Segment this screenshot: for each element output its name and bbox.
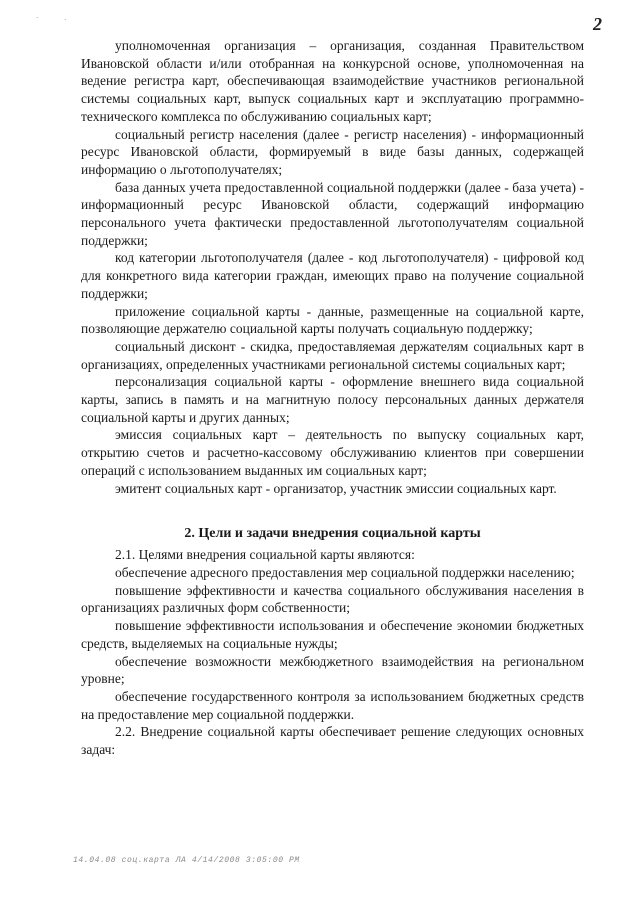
document-body xyxy=(81,37,584,759)
definition-card-application: приложение социальной карты - данные, размещенные на социальной карте, позволяющие держателю социальной карты получать социальную поддержку; xyxy=(81,303,584,337)
section-spacer xyxy=(81,497,584,525)
tasks-intro: 2.2. Внедрение социальной карты обеспечивает решение следующих основных задач: xyxy=(81,724,584,758)
definition-issuer: эмитент социальных карт - организатор, участник эмиссии социальных карт. xyxy=(115,480,557,496)
definition-authorized-organization: уполномоченная организация – организация, созданная Правительством Ивановской области и/или отобранная на конкурсной основе, уполномоченная на ведение регистра карт, обеспечивающая взаимодействие участников региональной системы социальных карт, выпуск социальных карт и эксплуатацию программно-технического комплекса по обслуживанию социальных карт; xyxy=(81,38,584,124)
goal-item: повышение эффективности использования и обеспечение экономии бюджетных средств, выделяемых на социальные нужды; xyxy=(81,618,584,651)
goal-item: повышение эффективности и качества социального обслуживания населения в организациях различных форм собственности; xyxy=(81,582,584,616)
definition-support-database: база данных учета предоставленной социальной поддержки (далее - база учета) - информационный ресурс Ивановской области, содержащий информацию персонального учета фактически предоставленной льготополучателям социальной поддержки; xyxy=(81,179,584,248)
definition-social-discount: социальный дисконт - скидка, предоставляемая держателям социальных карт в организациях, определенных участниками региональной системы социальных карт; xyxy=(81,338,584,372)
scan-mark: · xyxy=(64,16,67,24)
definition-population-register: социальный регистр населения (далее - регистр населения) - информационный ресурс Ивановской области, формируемый в виде базы данных, содержащей информацию о льготополучателях; xyxy=(81,126,584,177)
goal-item: обеспечение адресного предоставления мер социальной поддержки населению; xyxy=(115,564,575,580)
definition-emission: эмиссия социальных карт – деятельность по выпуску социальных карт, открытию счетов и расчетно-кассовому обслуживанию клиентов при совершении операций с использованием выданных им социальных карт; xyxy=(81,427,584,478)
definition-beneficiary-code: код категории льготополучателя (далее - код льготополучателя) - цифровой код для конкретного вида категории граждан, имеющих право на получение социальной поддержки; xyxy=(81,250,584,301)
goal-item: обеспечение государственного контроля за использованием бюджетных средств на предоставление мер социальной поддержки. xyxy=(81,688,584,722)
definition-personalization: персонализация социальной карты - оформление внешнего вида социальной карты, запись в память и на магнитную полосу персональных данных держателя социальной карты и других данных; xyxy=(81,374,584,425)
document-footer: 14.04.08 соц.карта ЛА 4/14/2008 3:05:00 PM xyxy=(73,856,300,865)
scan-mark: ˊ xyxy=(36,16,39,24)
page-number: 2 xyxy=(593,14,602,34)
section-heading: 2. Цели и задачи внедрения социальной карты xyxy=(184,526,481,542)
goals-intro: 2.1. Целями внедрения социальной карты являются: xyxy=(115,547,415,563)
goal-item: обеспечение возможности межбюджетного взаимодействия на региональном уровне; xyxy=(81,653,584,687)
